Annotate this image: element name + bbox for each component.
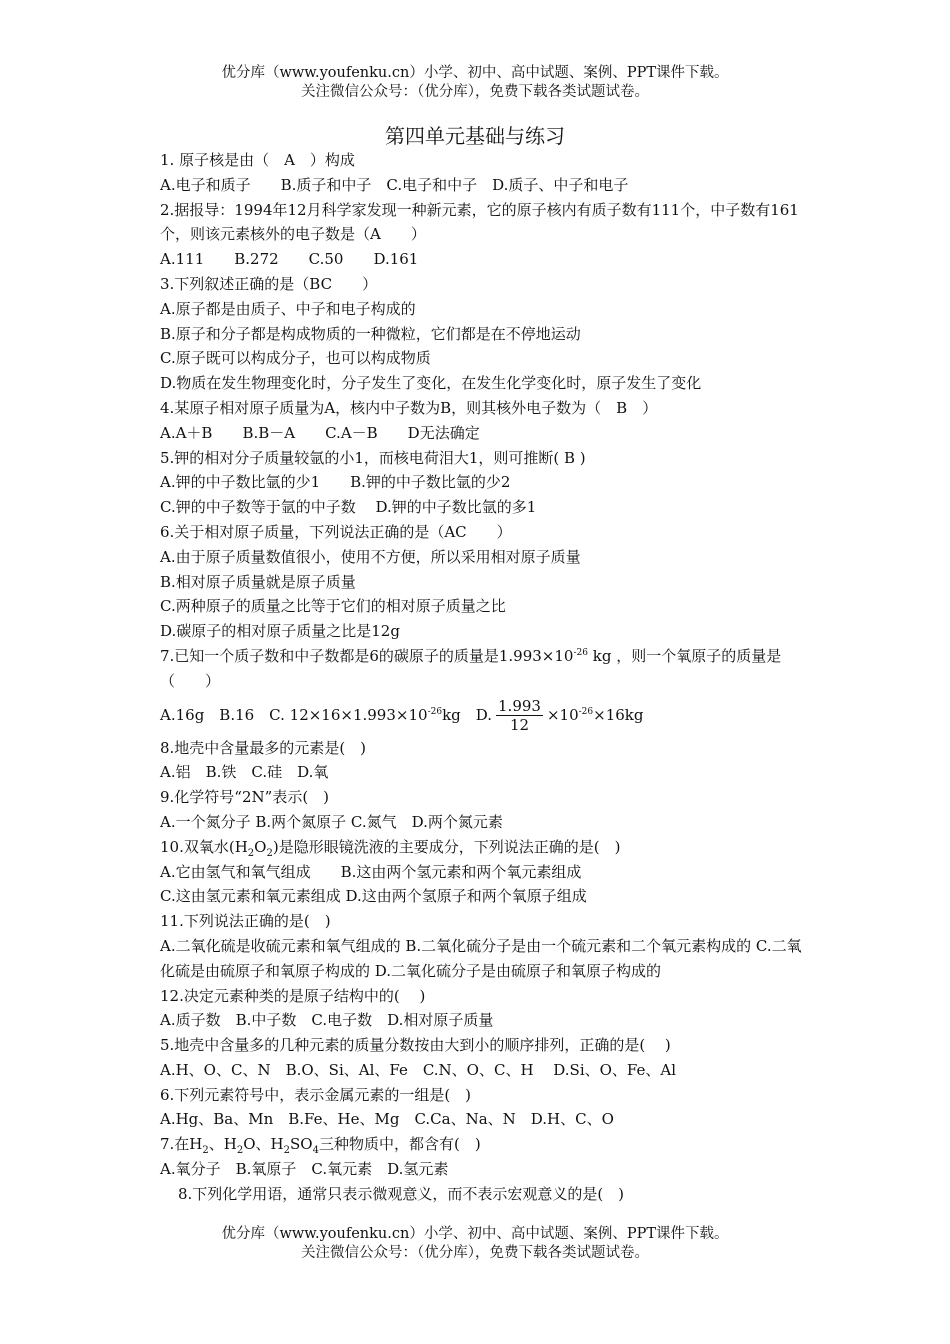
q9-options: A.一个氮分子 B.两个氮原子 C.氮气 D.两个氮元素	[160, 812, 503, 831]
q3-stem: 3.下列叙述正确的是（BC ）	[160, 274, 378, 293]
q7b-mid-2: O、H	[243, 1135, 284, 1154]
header-line-1: 优分库（www.youfenku.cn）小学、初中、高中试题、案例、PPT课件下载。	[221, 65, 729, 81]
q2-stem: 2.据报导：1994年12月科学家发现一种新元素，它的原子核内有质子数有111个，中子数有161个，则该元素核外的电子数是（A ）	[160, 200, 799, 244]
q1-options: A.电子和质子 B.质子和中子 C.电子和中子 D.质子、中子和电子	[160, 175, 629, 194]
q7b-sub-1: 2	[202, 1145, 209, 1157]
q7b-pre: 7.在H	[160, 1135, 203, 1154]
exercise-content	[160, 148, 810, 1207]
q10-sub-1: 2	[247, 847, 255, 859]
q7b-sub-4: 4	[312, 1145, 319, 1157]
header-line-2: 关注微信公众号：（优分库），免费下载各类试题试卷。	[301, 84, 649, 100]
q8-stem: 8.地壳中含量最多的元素是( )	[160, 738, 367, 757]
q5b-stem: 5.地壳中含量多的几种元素的质量分数按由大到小的顺序排列，正确的是( )	[160, 1036, 671, 1055]
q10-stem-mid: O	[254, 837, 267, 856]
q11-stem: 11.下列说法正确的是( )	[160, 912, 331, 931]
q7-option-c-exponent: -26	[427, 706, 443, 717]
q7-stem-post: kg ，则一个氧原子的质量是（ ）	[160, 646, 782, 690]
q7b-sub-3: 2	[283, 1145, 291, 1157]
q5b-options: A.H、O、C、N B.O、Si、Al、Fe C.N、O、C、H D.Si、O、Fe、Al	[160, 1060, 677, 1079]
q12-options: A.质子数 B.中子数 C.电子数 D.相对原子质量	[160, 1011, 494, 1030]
q10-stem-post: )是隐形眼镜洗液的主要成分，下列说法正确的是( )	[272, 837, 621, 856]
q3-option-d: D.物质在发生物理变化时，分子发生了变化，在发生化学变化时，原子发生了变化	[160, 374, 702, 393]
page-title: 第四单元基础与练习	[385, 124, 565, 148]
q6-option-d: D.碳原子的相对原子质量之比是12g	[160, 622, 400, 641]
q6-option-c: C.两种原子的质量之比等于它们的相对原子质量之比	[160, 597, 506, 616]
q7b-options: A.氧分子 B.氧原子 C.氧元素 D.氢元素	[160, 1160, 449, 1179]
q7-stem-pre: 7.已知一个质子数和中子数都是6的碳原子的质量是1.993×10	[160, 646, 574, 665]
q10-options-ab: A.它由氢气和氧气组成 B.这由两个氢元素和两个氧元素组成	[160, 862, 582, 881]
q6b-options: A.Hg、Ba、Mn B.Fe、He、Mg C.Ca、Na、N D.H、C、O	[160, 1110, 614, 1129]
q12-stem: 12.决定元素种类的是原子结构中的( )	[160, 986, 426, 1005]
q7-option-d-fraction	[496, 697, 543, 734]
q10-options-cd: C.这由氢元素和氧元素组成 D.这由两个氢原子和两个氧原子组成	[160, 887, 587, 906]
q7b-mid-3: SO	[290, 1135, 313, 1154]
page-header	[0, 64, 950, 102]
q10-sub-2: 2	[266, 847, 273, 859]
q1-stem: 1. 原子核是由（ A ）构成	[160, 151, 355, 169]
footer-line-2: 关注微信公众号：（优分库），免费下载各类试题试卷。	[301, 1245, 649, 1261]
q8-options: A.铝 B.铁 C.硅 D.氧	[160, 763, 329, 782]
page-footer	[0, 1225, 950, 1263]
q5-stem: 5.钾的相对分子质量较氩的小1，而核电荷泪大1，则可推断( B )	[160, 448, 586, 467]
q6-stem: 6.关于相对原子质量，下列说法正确的是（AC ）	[160, 522, 512, 541]
q3-option-a: A.原子都是由质子、中子和电子构成的	[160, 299, 416, 318]
q7-option-c-post: kg D.	[442, 705, 493, 724]
q7-options-abc: A.16g B.16 C. 12×16×1.993×10	[160, 705, 428, 724]
q2-options: A.111 B.272 C.50 D.161	[160, 250, 419, 269]
q7-stem	[160, 644, 810, 694]
q3-option-b: B.原子和分子都是构成物质的一种微粒，它们都是在不停地运动	[160, 324, 581, 343]
q4-options: A.A＋B B.B－A C.A－B D无法确定	[160, 423, 480, 442]
q8b-stem: 8.下列化学用语，通常只表示微观意义，而不表示宏观意义的是( )	[178, 1184, 625, 1203]
footer-line-1: 优分库（www.youfenku.cn）小学、初中、高中试题、案例、PPT课件下载。	[221, 1226, 729, 1242]
q6-option-a: A.由于原子质量数值很小，使用不方便，所以采用相对原子质量	[160, 547, 581, 566]
q6b-stem: 6.下列元素符号中，表示金属元素的一组是( )	[160, 1085, 472, 1104]
q7-option-d-post: ×16kg	[593, 705, 644, 724]
q7-option-d-exponent: -26	[578, 706, 594, 717]
q6-option-b: B.相对原子质量就是原子质量	[160, 572, 356, 591]
q11-options: A.二氧化硫是收硫元素和氧气组成的 B.二氧化硫分子是由一个硫元素和二个氧元素构成的 C.二氧化硫是由硫原子和氧原子构成的 D.二氧化硫分子是由硫原子和氧原子构成的	[160, 936, 802, 980]
q9-stem: 9.化学符号“2N”表示( )	[160, 788, 330, 807]
q7-options	[160, 694, 810, 736]
fraction-denominator: 12	[509, 716, 530, 735]
q10-stem	[160, 835, 810, 860]
q7b-post: 三种物质中，都含有( )	[318, 1135, 481, 1154]
q4-stem: 4.某原子相对原子质量为A，核内中子数为B，则其核外电子数为（ B ）	[160, 398, 658, 417]
q7-option-d-mid: ×10	[546, 705, 579, 724]
fraction-numerator: 1.993	[498, 697, 541, 716]
q7b-mid-1: 、H	[208, 1135, 237, 1154]
q3-option-c: C.原子既可以构成分子，也可以构成物质	[160, 349, 431, 368]
q7b-sub-2: 2	[236, 1145, 244, 1157]
q7-stem-exponent: -26	[573, 647, 588, 658]
q5-options-cd: C.钾的中子数等于氩的中子数 D.钾的中子数比氩的多1	[160, 498, 537, 517]
q7b-stem	[160, 1132, 810, 1157]
q5-options-ab: A.钾的中子数比氩的少1 B.钾的中子数比氩的少2	[160, 473, 511, 492]
q10-stem-pre: 10.双氧水(H	[160, 837, 248, 856]
